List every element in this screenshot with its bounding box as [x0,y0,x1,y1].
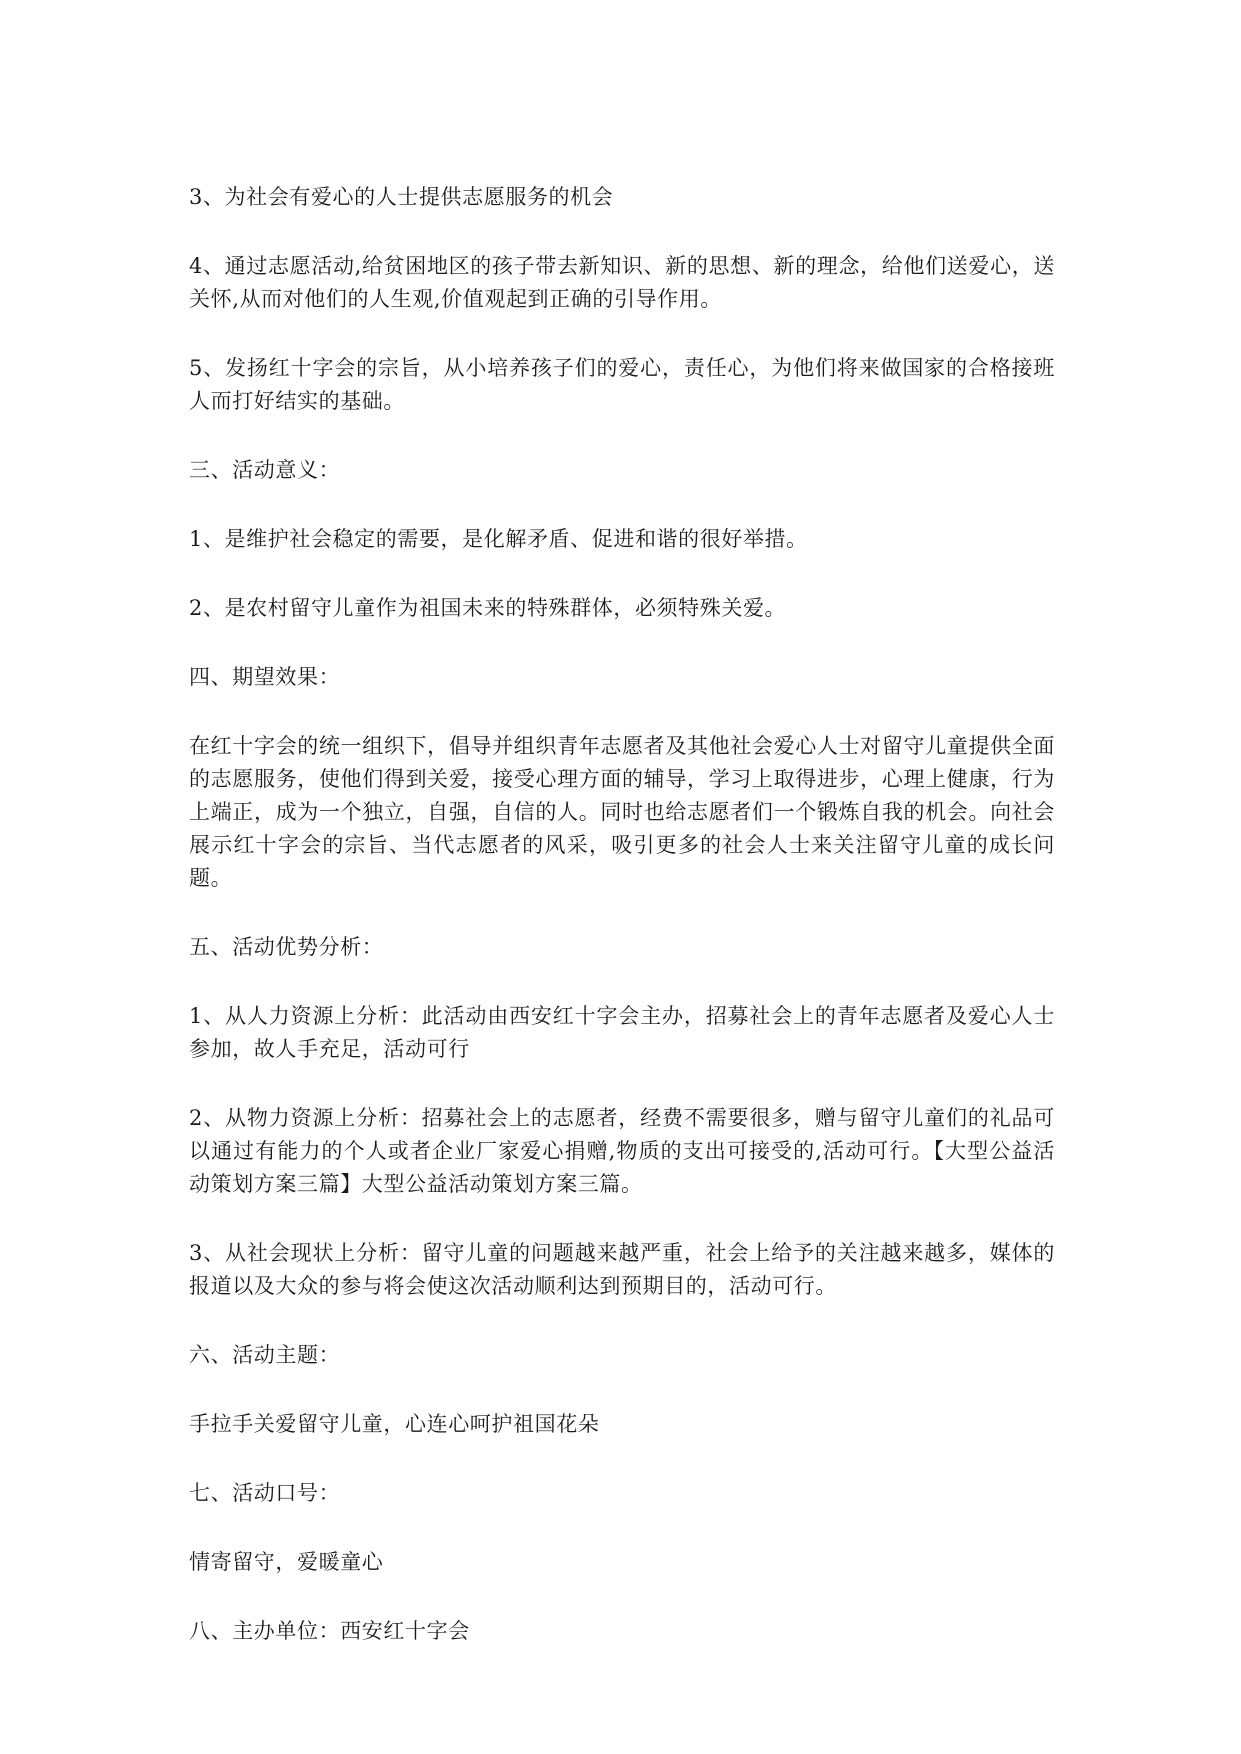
section-heading-slogan: 七、活动口号： [189,1481,341,1505]
section-heading-theme: 六、活动主题： [189,1343,341,1367]
paragraph-slogan: 情寄留守，爱暖童心 [189,1550,384,1574]
paragraph-significance-2: 2、是农村留守儿童作为祖国未来的特殊群体，必须特殊关爱。 [189,596,787,620]
section-heading-advantage-analysis: 五、活动优势分析： [189,935,384,959]
section-heading-expected-effect: 四、期望效果： [189,665,341,689]
paragraph-expected-effect: 在红十字会的统一组织下，倡导并组织青年志愿者及其他社会爱心人士对留守儿童提供全面的志愿服务，使他们得到关爱，接受心理方面的辅导，学习上取得进步，心理上健康，行为上端正，成为一个独立，自强，自信的人。同时也给志愿者们一个锻炼自我的机会。向社会展示红十字会的宗旨、当代志愿者的风采，吸引更多的社会人士来关注留守儿童的成长问题。 [189,734,1055,890]
document-body [189,181,1055,1684]
paragraph-significance-1: 1、是维护社会稳定的需要，是化解矛盾、促进和谐的很好举措。 [189,527,808,551]
section-heading-significance: 三、活动意义： [189,458,341,482]
paragraph-goal-3: 3、为社会有爱心的人士提供志愿服务的机会 [189,185,614,209]
paragraph-advantage-1: 1、从人力资源上分析：此活动由西安红十字会主办，招募社会上的青年志愿者及爱心人士参加，故人手充足，活动可行 [189,1004,1055,1061]
paragraph-theme: 手拉手关爱留守儿童，心连心呵护祖国花朵 [189,1412,600,1436]
section-heading-organizer: 八、主办单位：西安红十字会 [189,1619,470,1643]
paragraph-goal-4: 4、通过志愿活动,给贫困地区的孩子带去新知识、新的思想、新的理念，给他们送爱心，送关怀,从而对他们的人生观,价值观起到正确的引导作用。 [189,254,1055,311]
paragraph-goal-5: 5、发扬红十字会的宗旨，从小培养孩子们的爱心，责任心，为他们将来做国家的合格接班人而打好结实的基础。 [189,356,1055,413]
paragraph-advantage-3: 3、从社会现状上分析：留守儿童的问题越来越严重，社会上给予的关注越来越多，媒体的报道以及大众的参与将会使这次活动顺利达到预期目的，活动可行。 [189,1241,1055,1298]
paragraph-advantage-2: 2、从物力资源上分析：招募社会上的志愿者，经费不需要很多，赠与留守儿童们的礼品可以通过有能力的个人或者企业厂家爱心捐赠,物质的支出可接受的,活动可行。【大型公益活动策划方案三篇】大型公益活动策划方案三篇。 [189,1106,1055,1196]
